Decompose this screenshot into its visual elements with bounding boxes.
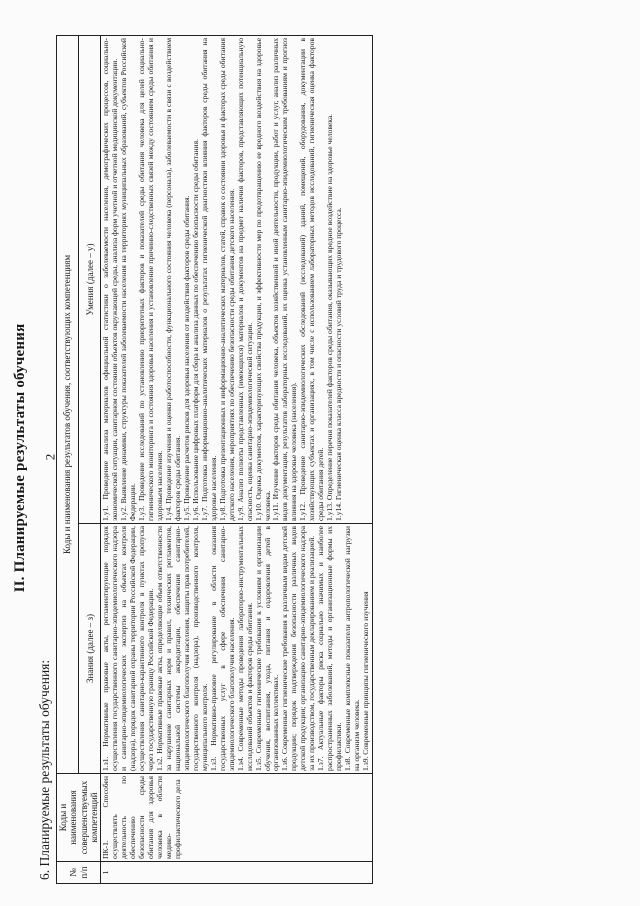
header-group: Коды и наименования результатов обучения, соответствующих компетенциям (57, 36, 79, 774)
rotated-content (8, 28, 598, 888)
knowledge-item: 1.з2. Нормативные правовые акты, определяющие объем ответственности за нарушение санитарных норм и правил, технических регламентов, национальной системы аккредитации, обеспечения санитарно-эпидемиологического благополучия населения, защиты прав потребителей, государственного контроля (надзора), производственного контроля, муниципального контроля. (155, 526, 209, 771)
header-row-1 (57, 36, 79, 884)
skill-item: 1.у3. Проведение исследований по установлению приоритетных факторов и показателей среды обитания человека для целей социально-гигиенического мониторинга и состояния здоровья населения и установление причинно-следственных связей между состоянием среды обитания и здоровьем населения. (137, 38, 165, 521)
table-row (101, 36, 373, 884)
knowledge-item: 1.з3. Нормативно-правовое регулирование в области оказания государственных услуг в сфере обеспечения санитарно-эпидемиологического благополучия населения. (208, 526, 236, 771)
skill-item: 1.у11. Изучение факторов среды обитания человека, объектов хозяйственной и иной деятельности, продукции, работ и услуг, анализ различных видов документации, результатов лабораторных исследований, их оценка установленным санитарно-эпидемиологическим требованиям и прогноз влияния на здоровье человека (населения). (271, 38, 299, 521)
cell-skills (101, 36, 373, 524)
cell-row-number: 1 (101, 862, 373, 884)
cell-competence (101, 774, 373, 862)
knowledge-item: 1.з1. Нормативные правовые акты, регламентирующие порядок осуществления государственного санитарно-эпидемиологического надзора и санитарно-эпидемиологических экспертиз на объектах контроля (надзора), порядок санитарной охраны территории Российской Федерации, осуществления санитарно-карантинного контроля в пунктах пропуска через государственную границу Российской Федерации. (101, 526, 156, 771)
skill-item: 1.у9. Анализ полноты представленных (имеющихся) материалов и документов на предмет наличия факторов, представляющих потенциальную опасность, оценка санитарно-эпидемиологической ситуации. (235, 38, 254, 521)
subsection-title: 6. Планируемые результаты обучения: (37, 659, 52, 880)
skill-item: 1.у7. Подготовка информационно-аналитических материалов о результатах гигиенической диагностики влияния факторов среды обитания на здоровье населения. (199, 38, 218, 521)
knowledge-item: 1.з4. Современные методы проведения лабораторно-инструментальных исследований объектов и факторов среды обитания. (235, 526, 254, 771)
header-skills: Умения (далее – у) (79, 36, 101, 524)
skill-item: 1.у4. Проведение изучения и оценки работоспособности, функционального состояния человека (персонала), заболеваемости в связи с воздействием факторов среды обитания. (164, 38, 182, 521)
header-row-2 (79, 36, 101, 884)
skill-item: 1.у14. Гигиеническая оценка класса вредности и опасности условий труда и трудового процесса. (334, 207, 344, 521)
competence-text: ПК-1. Способен осуществлять деятельность по обеспечению безопасности среды обитания для здоровья человека в области медико-профилактического дела (101, 776, 182, 859)
skill-item: 1.у1. Проведение анализа материалов официальной статистики о заболеваемости населения, демографических процессов, социально-экономической ситуации, санитарном состоянии объектов окружающей среды, анализа форм учетной и отчетной медицинской документации. (101, 38, 120, 521)
knowledge-item: 1.з8. Современные комплексные показатели антропологической нагрузки на организм человека. (343, 526, 362, 771)
skill-item: 1.у10. Оценка документов, характеризующих свойства продукции, и эффективности мер по предотвращению ее вредного воздействия на здоровье человека. (253, 38, 272, 521)
cell-knowledge (101, 524, 373, 774)
results-table (56, 35, 373, 884)
header-no: № п/п (57, 862, 101, 884)
skill-item: 1.у8. Подготовка презентационных и информационно-аналитических материалов, статей, справок о состоянии здоровья и факторах среды обитания детского населения, мероприятиях по обеспечению безопасности среды обитания детского населения. (217, 38, 236, 521)
header-knowledge: Знания (далее – з) (79, 524, 101, 774)
knowledge-item: 1.з6. Современные гигиенические требования к различным видам детской продукции; порядок подтверждения безопасности различных видов детской продукции; организацию санитарно-эпидемиологического надзора за их производством, государственным декларированием и реализацией. (280, 526, 317, 771)
knowledge-item: 1.з5. Современные гигиенические требования к условиям и организации обучения, воспитания, ухода, питания и оздоровления детей в организованных коллективах. (253, 526, 281, 771)
skill-item: 1.у5. Проведение расчетов рисков для здоровья населения от воздействия факторов среды обитания. (181, 195, 191, 521)
knowledge-item: 1.з9. Современные принципы гигиенического изучения (361, 591, 371, 771)
skill-item: 1.у6. Использование цифровых платформ для сбора и анализа данных по обеспечению безопасности среды обитания. (190, 139, 200, 521)
section-title: II. Планируемые результаты обучения (12, 323, 28, 593)
page-number: 2 (42, 453, 58, 461)
skill-item: 1.у12. Проведение санитарно-эпидемиологических обследований (исследований) зданий, помещений, оборудования, документации в хозяйствующих субъектах и организациях, в том числе с использованием лабораторных методов исследований, гигиеническая оценка факторов среды обитания детей. (298, 38, 326, 521)
skill-item: 1.у2. Выявление динамики, структуры показателей заболеваемости населения на территориях муниципальных образований, субъектов Российской Федерации. (119, 38, 138, 521)
knowledge-item: 1.з7. Актуальные факторы риска социально значимых и наиболее распространенных заболеваний, методы и организационные формы их профилактики. (316, 526, 344, 771)
skill-item: 1.у13. Определение перечня показателей факторов среды обитания, оказывающих вредное воздействие на здоровье человека. (325, 113, 335, 521)
header-competence: Коды и наименования совершенствуемых компетенций (57, 774, 101, 862)
